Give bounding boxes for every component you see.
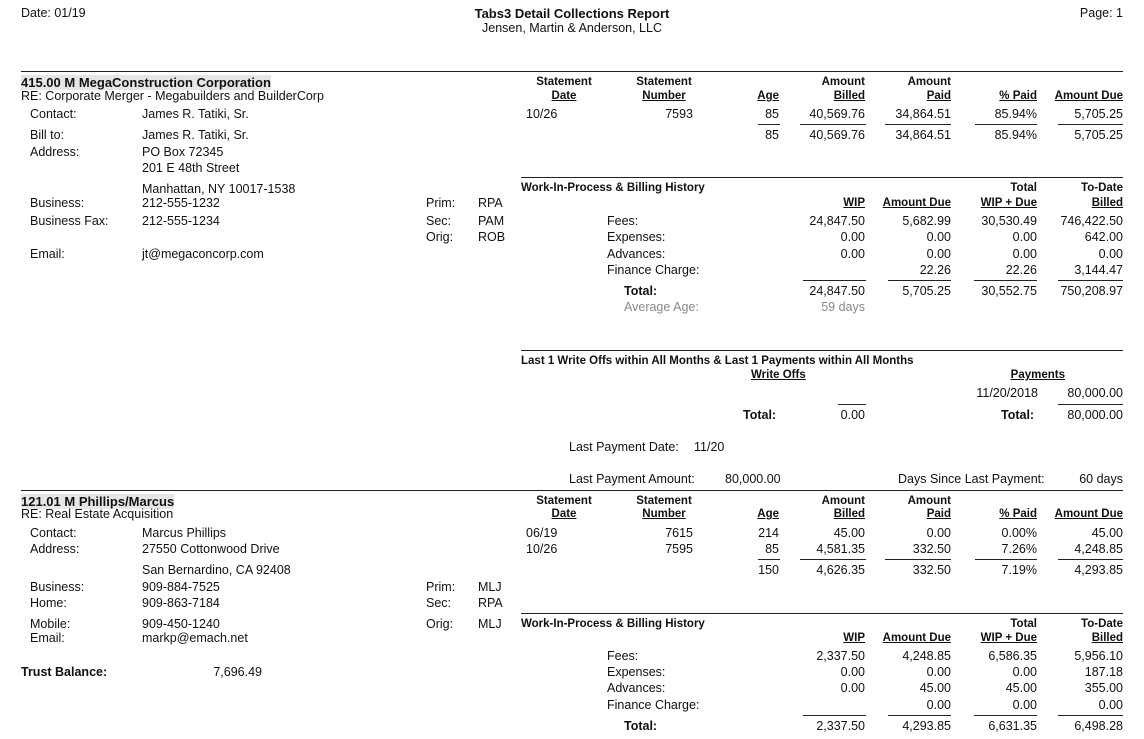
wip-total-wip: 24,847.50 <box>809 284 865 298</box>
total-rule <box>974 280 1037 281</box>
stmt-total-due: 4,293.85 <box>1074 563 1123 577</box>
fax-label: Business Fax: <box>30 214 109 228</box>
page-number: Page: 1 <box>1079 6 1123 20</box>
orig-value: MLJ <box>478 617 502 631</box>
orig-value: ROB <box>478 230 506 244</box>
wip-total-label: Total: <box>624 284 658 298</box>
business-fax: 212-555-1234 <box>142 214 220 228</box>
business-phone: 909-884-7525 <box>142 580 220 594</box>
total-rule <box>1058 559 1123 560</box>
stmt-total-due: 5,705.25 <box>1074 128 1123 142</box>
header-stmt-num-2: Number <box>642 508 686 520</box>
average-age-value: 59 days <box>821 300 865 314</box>
stmt-paid: 34,864.51 <box>895 107 951 121</box>
wip-value: 0.00 <box>840 230 865 244</box>
wip-total: 0.00 <box>1012 698 1037 712</box>
header-billed-2: Billed <box>833 90 865 102</box>
days-since-label: Days Since Last Payment: <box>898 472 1045 486</box>
payment-amount: 80,000.00 <box>1067 386 1123 400</box>
section-divider <box>521 350 1123 351</box>
wip-amount-due: 0.00 <box>926 247 951 261</box>
wip-section-title: Work-In-Process & Billing History <box>521 182 705 194</box>
writeoffs-section-title: Last 1 Write Offs within All Months & Last 1 Payments within All Months <box>521 355 914 367</box>
wip-header-todate-2: Billed <box>1091 197 1123 209</box>
header-pct-paid: % Paid <box>999 90 1037 102</box>
total-rule <box>803 280 866 281</box>
prim-value: MLJ <box>478 580 502 594</box>
address-line: PO Box 72345 <box>142 145 224 159</box>
wip-total: 30,530.49 <box>981 214 1037 228</box>
wip-total: 6,586.35 <box>988 649 1037 663</box>
wip-value: 0.00 <box>840 247 865 261</box>
total-rule <box>803 715 866 716</box>
stmt-date: 10/26 <box>526 542 558 556</box>
address-label: Address: <box>30 542 80 556</box>
header-stmt-num-2: Number <box>642 90 686 102</box>
total-rule <box>885 559 951 560</box>
total-rule <box>1058 280 1123 281</box>
wip-total-due: 4,293.85 <box>902 719 951 733</box>
wip-todate-billed: 3,144.47 <box>1074 263 1123 277</box>
total-rule <box>1058 124 1123 125</box>
wip-row-label: Finance Charge: <box>607 698 700 712</box>
wip-todate-billed: 355.00 <box>1084 681 1123 695</box>
total-rule <box>758 559 780 560</box>
prim-label: Prim: <box>426 580 456 594</box>
header-age: Age <box>757 508 779 520</box>
stmt-due: 5,705.25 <box>1074 107 1123 121</box>
stmt-paid: 0.00 <box>926 526 951 540</box>
mobile-phone: 909-450-1240 <box>142 617 220 631</box>
stmt-paid: 332.50 <box>912 542 951 556</box>
address-label: Address: <box>30 145 80 159</box>
total-rule <box>975 124 1037 125</box>
firm-name: Jensen, Martin & Anderson, LLC <box>482 21 662 35</box>
stmt-due: 4,248.85 <box>1074 542 1123 556</box>
header-billed-1: Amount <box>821 76 865 88</box>
header-stmt-date-2: Date <box>551 90 577 102</box>
billto-label: Bill to: <box>30 128 65 142</box>
header-paid-2: Paid <box>926 508 951 520</box>
header-billed-2: Billed <box>833 508 865 520</box>
wip-todate-billed: 187.18 <box>1084 665 1123 679</box>
wip-total-label: Total: <box>624 719 658 733</box>
total-rule <box>974 715 1037 716</box>
wip-todate-billed: 746,422.50 <box>1060 214 1123 228</box>
business-label: Business: <box>30 196 85 210</box>
wip-total: 0.00 <box>1012 247 1037 261</box>
writeoff-total: 0.00 <box>840 408 865 422</box>
last-payment-amount: 80,000.00 <box>725 472 781 486</box>
stmt-number: 7615 <box>665 526 693 540</box>
wip-header-total-2: WIP + Due <box>980 197 1037 209</box>
wip-row-label: Finance Charge: <box>607 263 700 277</box>
stmt-billed: 40,569.76 <box>809 107 865 121</box>
wip-header-total-1: Total <box>1010 182 1037 194</box>
wip-header-total-2: WIP + Due <box>980 632 1037 644</box>
header-pct-paid: % Paid <box>999 508 1037 520</box>
header-stmt-num-1: Statement <box>636 76 692 88</box>
payments-header: Payments <box>1010 369 1065 381</box>
last-payment-date: 11/20 <box>694 440 725 454</box>
client-name: 121.01 M Phillips/Marcus <box>21 494 175 509</box>
wip-row-label: Fees: <box>607 214 639 228</box>
wip-total-total: 6,631.35 <box>988 719 1037 733</box>
wip-header-todate-1: To-Date <box>1081 618 1123 630</box>
wip-value: 2,337.50 <box>816 649 865 663</box>
wip-amount-due: 4,248.85 <box>902 649 951 663</box>
wip-header-wip: WIP <box>843 197 865 209</box>
address-line: Manhattan, NY 10017-1538 <box>142 182 296 196</box>
wip-total-wip: 2,337.50 <box>816 719 865 733</box>
stmt-total-age: 85 <box>765 128 779 142</box>
address-line: San Bernardino, CA 92408 <box>142 563 291 577</box>
wip-row-label: Expenses: <box>607 230 666 244</box>
stmt-number: 7593 <box>665 107 693 121</box>
header-stmt-date-1: Statement <box>536 495 592 507</box>
header-age: Age <box>757 90 779 102</box>
header-amount-due: Amount Due <box>1054 90 1123 102</box>
stmt-total-billed: 4,626.35 <box>816 563 865 577</box>
home-phone: 909-863-7184 <box>142 596 220 610</box>
wip-amount-due: 0.00 <box>926 230 951 244</box>
stmt-total-age: 150 <box>758 563 779 577</box>
wip-row-label: Advances: <box>607 247 666 261</box>
wip-todate-billed: 0.00 <box>1098 247 1123 261</box>
wip-todate-billed: 642.00 <box>1084 230 1123 244</box>
address-line: 201 E 48th Street <box>142 161 240 175</box>
orig-label: Orig: <box>426 617 454 631</box>
wip-amount-due: 0.00 <box>926 698 951 712</box>
total-rule <box>888 280 951 281</box>
stmt-pct: 0.00% <box>1001 526 1037 540</box>
writeoffs-header: Write Offs <box>751 369 806 381</box>
total-rule <box>800 124 866 125</box>
stmt-total-paid: 332.50 <box>912 563 951 577</box>
wip-todate-billed: 0.00 <box>1098 698 1123 712</box>
header-paid-2: Paid <box>926 90 951 102</box>
email-label: Email: <box>30 631 65 645</box>
last-payment-date-label: Last Payment Date: <box>569 440 679 454</box>
sec-label: Sec: <box>426 214 452 228</box>
client-divider <box>21 71 1123 72</box>
business-phone: 212-555-1232 <box>142 196 220 210</box>
stmt-total-paid: 34,864.51 <box>895 128 951 142</box>
contact-label: Contact: <box>30 107 77 121</box>
wip-total: 0.00 <box>1012 665 1037 679</box>
business-label: Business: <box>30 580 85 594</box>
stmt-date: 10/26 <box>526 107 558 121</box>
header-paid-1: Amount <box>907 495 951 507</box>
header-amount-due: Amount Due <box>1054 508 1123 520</box>
matter-description: RE: Real Estate Acquisition <box>21 507 174 521</box>
wip-value: 0.00 <box>840 681 865 695</box>
stmt-age: 85 <box>765 107 779 121</box>
wip-value: 24,847.50 <box>809 214 865 228</box>
wip-total-billed: 6,498.28 <box>1074 719 1123 733</box>
wip-amount-due: 0.00 <box>926 665 951 679</box>
section-divider <box>521 613 1123 614</box>
trust-balance-value: 7,696.49 <box>213 665 262 679</box>
wip-section-title: Work-In-Process & Billing History <box>521 618 705 630</box>
wip-total: 22.26 <box>1005 263 1037 277</box>
total-rule <box>1058 404 1123 405</box>
wip-header-amount-due: Amount Due <box>882 632 951 644</box>
wip-header-wip: WIP <box>843 632 865 644</box>
wip-row-label: Advances: <box>607 681 666 695</box>
client-name: 415.00 M MegaConstruction Corporation <box>21 75 271 90</box>
stmt-total-billed: 40,569.76 <box>809 128 865 142</box>
total-rule <box>838 404 866 405</box>
wip-todate-billed: 5,956.10 <box>1074 649 1123 663</box>
orig-label: Orig: <box>426 230 454 244</box>
stmt-age: 85 <box>765 542 779 556</box>
header-billed-1: Amount <box>821 495 865 507</box>
section-divider <box>521 177 1123 178</box>
wip-amount-due: 5,682.99 <box>902 214 951 228</box>
total-rule <box>975 559 1037 560</box>
wip-total: 45.00 <box>1005 681 1037 695</box>
address-line: 27550 Cottonwood Drive <box>142 542 280 556</box>
average-age-label: Average Age: <box>624 300 699 314</box>
payment-total-label: Total: <box>1001 408 1035 422</box>
stmt-billed: 4,581.35 <box>816 542 865 556</box>
header-stmt-date-1: Statement <box>536 76 592 88</box>
contact-value: James R. Tatiki, Sr. <box>142 107 249 121</box>
contact-value: Marcus Phillips <box>142 526 227 540</box>
stmt-age: 214 <box>758 526 779 540</box>
total-rule <box>800 559 866 560</box>
sec-value: PAM <box>478 214 505 228</box>
total-rule <box>885 124 951 125</box>
wip-total-due: 5,705.25 <box>902 284 951 298</box>
wip-header-amount-due: Amount Due <box>882 197 951 209</box>
stmt-pct: 85.94% <box>994 107 1037 121</box>
prim-value: RPA <box>478 196 503 210</box>
wip-header-todate-1: To-Date <box>1081 182 1123 194</box>
wip-amount-due: 22.26 <box>919 263 951 277</box>
writeoff-total-label: Total: <box>743 408 777 422</box>
stmt-due: 45.00 <box>1091 526 1123 540</box>
payment-date: 11/20/2018 <box>976 386 1038 400</box>
wip-header-todate-2: Billed <box>1091 632 1123 644</box>
sec-value: RPA <box>478 596 503 610</box>
stmt-billed: 45.00 <box>833 526 865 540</box>
stmt-date: 06/19 <box>526 526 558 540</box>
wip-total: 0.00 <box>1012 230 1037 244</box>
header-stmt-num-1: Statement <box>636 495 692 507</box>
wip-value: 0.00 <box>840 665 865 679</box>
home-label: Home: <box>30 596 67 610</box>
trust-balance-label: Trust Balance: <box>21 665 108 679</box>
matter-description: RE: Corporate Merger - Megabuilders and BuilderCorp <box>21 89 324 103</box>
report-date: Date: 01/19 <box>21 6 86 20</box>
contact-label: Contact: <box>30 526 77 540</box>
stmt-pct: 7.26% <box>1001 542 1037 556</box>
days-since-value: 60 days <box>1079 472 1123 486</box>
email-value: jt@megaconcorp.com <box>142 247 264 261</box>
total-rule <box>1058 715 1123 716</box>
email-label: Email: <box>30 247 65 261</box>
wip-row-label: Fees: <box>607 649 639 663</box>
mobile-label: Mobile: <box>30 617 71 631</box>
wip-total-billed: 750,208.97 <box>1060 284 1123 298</box>
prim-label: Prim: <box>426 196 456 210</box>
total-rule <box>888 715 951 716</box>
last-payment-amount-label: Last Payment Amount: <box>569 472 695 486</box>
wip-header-total-1: Total <box>1010 618 1037 630</box>
stmt-number: 7595 <box>665 542 693 556</box>
report-title: Tabs3 Detail Collections Report <box>474 6 670 21</box>
header-paid-1: Amount <box>907 76 951 88</box>
total-rule <box>758 124 780 125</box>
email-value: markp@emach.net <box>142 631 248 645</box>
payment-total: 80,000.00 <box>1067 408 1123 422</box>
header-stmt-date-2: Date <box>551 508 577 520</box>
client-divider <box>21 490 1123 491</box>
wip-row-label: Expenses: <box>607 665 666 679</box>
stmt-total-pct: 85.94% <box>994 128 1037 142</box>
wip-amount-due: 45.00 <box>919 681 951 695</box>
sec-label: Sec: <box>426 596 452 610</box>
wip-total-total: 30,552.75 <box>981 284 1037 298</box>
stmt-total-pct: 7.19% <box>1001 563 1037 577</box>
billto-value: James R. Tatiki, Sr. <box>142 128 249 142</box>
